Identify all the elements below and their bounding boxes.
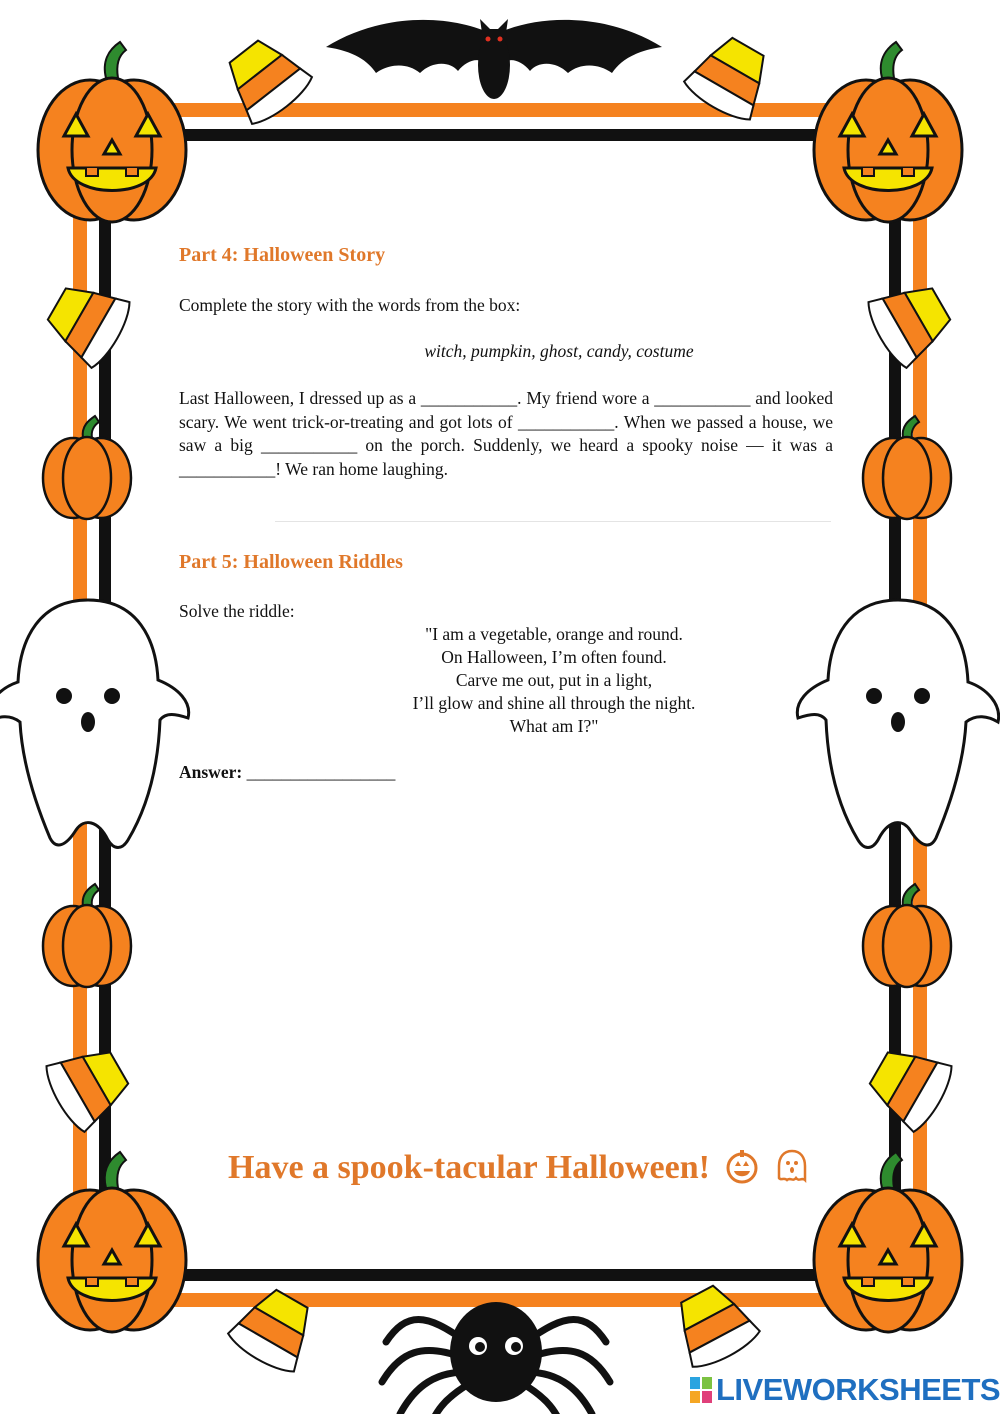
- riddle-line: I’ll glow and shine all through the night.: [412, 693, 696, 713]
- candy-corn-bottom-right-icon: [664, 1276, 764, 1373]
- word-box: witch, pumpkin, ghost, candy, costume: [424, 341, 694, 361]
- answer-blank[interactable]: _________________: [246, 762, 396, 782]
- liveworksheets-logo-icon: [690, 1377, 714, 1403]
- part4-heading: Part 4: Halloween Story: [179, 244, 386, 266]
- spider-icon: [382, 1302, 610, 1414]
- answer-label: Answer:: [179, 762, 243, 782]
- candy-corn-left-lower-icon: [40, 1035, 138, 1136]
- riddle-line: What am I?": [509, 716, 599, 736]
- liveworksheets-logo[interactable]: [690, 1372, 1000, 1406]
- part5-heading: Part 5: Halloween Riddles: [179, 551, 403, 573]
- pumpkin-right-upper-icon: [863, 416, 951, 519]
- section-divider: [275, 521, 831, 522]
- brand-text: LIVEWORKSHEETS: [716, 1372, 1000, 1407]
- answer-row: [179, 762, 395, 783]
- candy-corn-right-lower-icon: [860, 1035, 958, 1136]
- ghost-right-icon: [797, 600, 998, 848]
- riddle-line: On Halloween, I’m often found.: [441, 647, 667, 667]
- pumpkin-corner-bottom-left-icon: [38, 1152, 186, 1332]
- story-paragraph: Last Halloween, I dressed up as a ___________. My friend wore a ___________ and looked scary. We went trick-or-treating and got lots of ___________. When we passed a house, we saw a big ___________ on the porch. Suddenly, we heard a spooky noise — it was a ___________! We ran home laughing.: [179, 388, 833, 479]
- pumpkin-right-lower-icon: [863, 884, 951, 987]
- part4-instruction: Complete the story with the words from the box:: [179, 295, 521, 315]
- ghost-emoji-icon: [775, 1148, 809, 1184]
- pumpkin-corner-top-left-icon: [38, 42, 186, 222]
- part5-instruction: Solve the riddle:: [179, 601, 295, 621]
- pumpkin-corner-top-right-icon: [814, 42, 962, 222]
- jack-o-lantern-icon: [724, 1148, 760, 1184]
- ghost-left-icon: [0, 600, 189, 848]
- riddle-text: [349, 623, 759, 738]
- pumpkin-left-lower-icon: [43, 884, 131, 987]
- bat-icon: [326, 19, 662, 99]
- closing-message: [228, 1148, 868, 1187]
- pumpkin-left-upper-icon: [43, 416, 131, 519]
- closing-text: Have a spook-tacular Halloween!: [228, 1149, 710, 1186]
- riddle-line: "I am a vegetable, orange and round.: [425, 624, 683, 644]
- riddle-line: Carve me out, put in a light,: [455, 670, 653, 690]
